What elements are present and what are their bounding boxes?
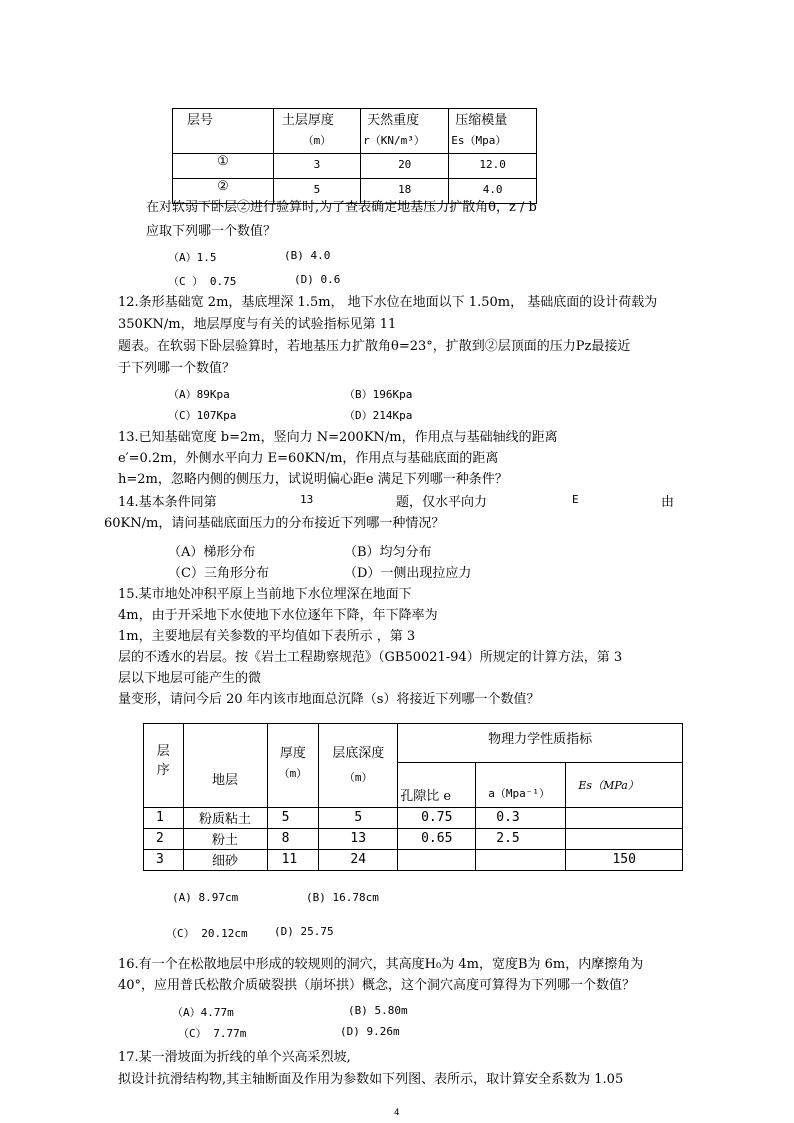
q15-option-b: (B) 16.78cm [306,891,379,904]
header-cell [476,763,566,808]
cell-es: 150 [566,850,683,871]
header-bottom-depth-unit: （m） [343,771,373,784]
cell-es [566,829,683,850]
soil-layer-table [172,108,537,204]
q17-line1: 17.某一滑坡面为折线的单个兴高采烈坡, [118,1050,351,1065]
table-row [144,829,683,850]
q16-option-d: (D) 9.26m [340,1025,400,1038]
q15-line6: 量变形，请问今后 20 年内该市地面总沉降（s）将接近下列哪一个数值？ [118,692,540,707]
cell-layer-no: 2 [144,829,184,850]
cell-thickness: 8 [267,829,319,850]
q12-option-a: （A）89Kpa [168,388,230,401]
q13-line2: e′=0.2m，外侧水平向力 E=60KN/m，作用点与基础底面的距离 [118,451,499,466]
q14-option-d: （D）一侧出现拉应力 [344,566,472,581]
cell-layer-no: 1 [144,808,184,829]
header-cell [398,763,476,808]
q13-line1: 13.已知基础宽度 b=2m，竖向力 N=200KN/m，作用点与基础轴线的距离 [118,430,558,445]
cell-unit-weight: 20 [361,154,449,179]
cell-unit-weight: 18 [361,179,449,204]
cell-layer: ① [173,154,274,179]
cell-depth: 13 [319,829,398,850]
cell-layer-no: 3 [144,850,184,871]
header-cell [173,109,274,154]
q15-line5: 层以下地层可能产生的微 [118,671,262,686]
q15-option-a: (A) 8.97cm [172,891,239,904]
q15-option-d: (D) 25.75 [274,925,334,938]
header-cell [273,109,360,154]
q13-line3: h=2m，忽略内侧的侧压力，试说明偏心距e 满足下列哪一种条件？ [118,472,508,487]
q16-line2: 40°，应用普氏松散介质破裂拱（崩坏拱）概念，这个洞穴高度可算得为下列哪一个数值？ [118,978,636,993]
cell-void-ratio [398,850,476,871]
q14-line2: 60KN/m，请问基础底面压力的分布接近下列哪一种情况？ [104,516,445,531]
cell-stratum: 粉质粘土 [183,808,267,829]
q15-option-c: （C） 20.12cm [166,927,248,940]
table-row [144,808,683,829]
header-void-ratio: 孔隙比 e [400,789,452,804]
header-modulus-unit: Es（Mpa） [451,134,507,147]
q14-line1-e: 由 [661,495,675,510]
q11-option-b: (B) 4.0 [284,249,331,262]
q17-line2: 拟设计抗滑结构物,其主轴断面及作用为参数如下列图、表所示，取计算安全系数为 1.05 [118,1072,624,1087]
header-thickness-unit: （m） [302,134,332,147]
header-unit-weight-unit: r（KN/m³） [363,134,425,147]
header-thickness: 厚度 [279,746,306,761]
q15-line2: 4m，由于开采地下水使地下水位逐年下降，年下降率为 [118,608,438,623]
cell-stratum: 粉土 [183,829,267,850]
q11-option-c: （C ） 0.75 [168,275,237,288]
cell-depth: 24 [319,850,398,871]
q14-line1-c: 题，仅水平向力 [396,495,488,510]
q12-line1: 12.条形基础宽 2m，基底埋深 1.5m， 地下水位在地面以下 1.50m， 基础底面的设计荷载为 [118,295,658,310]
cell-depth: 5 [319,808,398,829]
cell-modulus: 12.0 [449,154,537,179]
cell-thickness: 3 [273,154,360,179]
header-cell [183,724,267,808]
header-cell [398,724,683,763]
q14-option-a: （A）梯形分布 [168,545,256,560]
q15-line3: 1m，主要地层有关参数的平均值如下表所示 ，第 3 [118,629,416,644]
header-cell [449,109,537,154]
table-row [173,154,537,179]
cell-compressibility [476,850,566,871]
q11-line1: 在对软弱下卧层②进行验算时,为了查表确定地基压力扩散角θ，z / b [146,200,537,215]
cell-stratum: 细砂 [183,850,267,871]
q16-option-a: （A）4.77m [172,1006,234,1019]
q12-option-d: （D）214Kpa [344,409,413,422]
header-cell [144,724,184,808]
q11-option-a: （A）1.5 [168,251,217,264]
cell-void-ratio: 0.75 [398,808,476,829]
q12-option-c: （C）107Kpa [168,409,237,422]
strata-parameters-table [143,723,683,871]
q16-option-c: （C） 7.77m [178,1027,247,1040]
header-thickness-unit: （m） [278,767,308,780]
header-thickness: 土层厚度 [281,113,334,128]
header-cell [319,724,398,808]
header-properties: 物理力学性质指标 [488,732,593,747]
header-modulus: 压缩模量 [455,113,508,128]
cell-compressibility: 0.3 [476,808,566,829]
cell-thickness: 11 [267,850,319,871]
q11-line2: 应取下列哪一个数值？ [146,224,277,239]
cell-layer: ② [173,179,274,204]
header-compressibility: a（Mpa⁻¹） [488,787,550,800]
header-layer-no-2: 序 [156,763,170,778]
header-stratum: 地层 [212,773,239,788]
q15-line1: 15.某市地处冲积平原上当前地下水位埋深在地面下 [118,587,412,602]
q15-line4: 层的不透水的岩层。按《岩土工程勘察规范》（GB50021-94）所规定的计算方法，第 3 [118,650,623,665]
header-cell [361,109,449,154]
q14-option-c: （C）三角形分布 [168,566,269,581]
q11-option-d: (D) 0.6 [294,273,341,286]
cell-compressibility: 2.5 [476,829,566,850]
page-number: 4 [394,1108,400,1118]
header-layer-no-1: 层 [156,744,170,759]
header-bottom-depth: 层底深度 [332,746,385,761]
header-layer-no: 层号 [187,113,214,128]
q14-line1-d: E [572,493,579,506]
q14-line1-b: 13 [300,493,314,506]
q16-option-b: (B) 5.80m [348,1004,408,1017]
cell-modulus: 4.0 [449,179,537,204]
cell-void-ratio: 0.65 [398,829,476,850]
q14-option-b: （B）均匀分布 [344,545,432,560]
q12-line3: 题表。在软弱下卧层验算时，若地基压力扩散角θ=23°，扩散到②层顶面的压力Pz最接近 [118,339,631,354]
header-unit-weight: 天然重度 [367,113,420,128]
cell-thickness: 5 [267,808,319,829]
q16-line1: 16.有一个在松散地层中形成的较规则的洞穴，其高度H₀为 4m，宽度B为 6m，内摩擦角为 [118,957,644,972]
q12-line2: 350KN/m，地层厚度与有关的试验指标见第 11 [118,317,397,332]
header-cell [267,724,319,808]
table-row [144,850,683,871]
q12-option-b: （B）196Kpa [344,388,413,401]
q14-line1-a: 14.基本条件同第 [118,495,217,510]
header-cell [566,763,683,808]
cell-es [566,808,683,829]
cell-thickness: 5 [273,179,360,204]
q12-line4: 于下列哪一个数值？ [118,361,236,376]
header-es: Es（MPa） [578,779,639,792]
